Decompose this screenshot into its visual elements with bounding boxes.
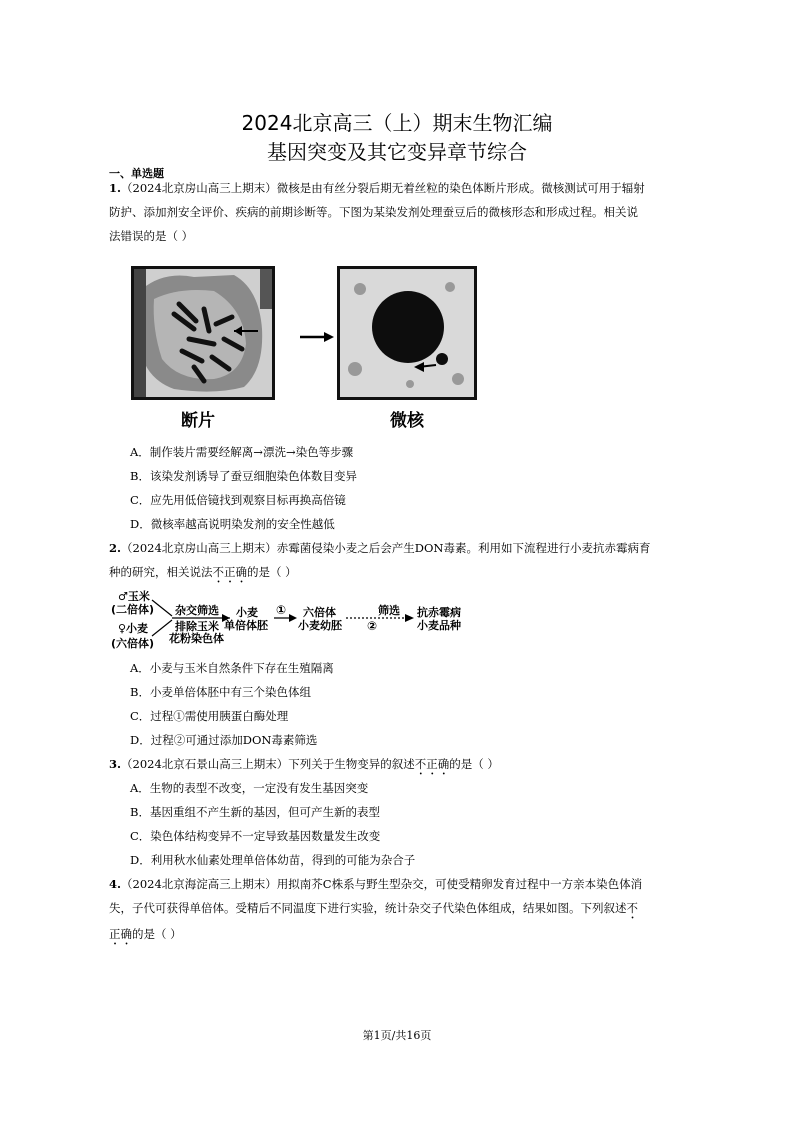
q2-source: （2024北京房山高三上期末）	[121, 541, 277, 555]
micronucleus-image	[340, 269, 474, 397]
q1-line3: 法错误的是（ ）	[109, 229, 194, 243]
q1-number: 1.	[109, 181, 122, 195]
q4-line2a: 失，子代可获得单倍体。受精后不同温度下进行实验，统计杂交子代染色体组成，结果如图。下列叙述	[109, 901, 627, 915]
q2-line2a: 种的研究，相关说法	[109, 565, 213, 579]
q3-line1c: 的是（ ）	[449, 757, 499, 771]
flow-node1-line1: 小麦	[236, 606, 258, 619]
q4-number: 4.	[109, 877, 122, 891]
arrow-right-icon	[300, 331, 334, 343]
q3-option-d: D．利用秋水仙素处理单倍体幼苗，得到的可能为杂合子	[130, 853, 416, 867]
q3-source: （2024北京石景山高三上期末）	[121, 757, 289, 771]
page-number: 第1页/共16页	[362, 1029, 432, 1042]
flow-node2-line2: 小麦幼胚	[298, 619, 342, 632]
q2-option-c: C．过程①需使用胰蛋白酶处理	[130, 709, 289, 723]
q3-option-b: B．基因重组不产生新的基因，但可产生新的表型	[130, 805, 380, 819]
q4-line1a: 用拟南芥C株系与野生型杂交，可使受精卵发育过程中一方亲本染色体消	[276, 877, 643, 891]
question-2	[109, 536, 689, 586]
fragment-label: 断片	[181, 411, 215, 431]
flow-node3-line2: 小麦品种	[417, 619, 461, 632]
micronucleus-label: 微核	[390, 411, 424, 431]
q4-line3b: 的是（ ）	[132, 927, 182, 941]
q1-line1: 微核是由有丝分裂后期无着丝粒的染色体断片形成。微核测试可用于辐射	[276, 181, 645, 195]
q2-line2c: 的是（ ）	[247, 565, 297, 579]
flow-female-ploidy: (六倍体)	[111, 637, 155, 650]
micronucleus-micrograph	[337, 266, 477, 400]
section-heading: 一、单选题	[109, 167, 164, 180]
q2-option-b: B．小麦单倍体胚中有三个染色体组	[130, 685, 311, 699]
q2-line1: 赤霉菌侵染小麦之后会产生DON毒素。利用如下流程进行小麦抗赤霉病育	[276, 541, 651, 555]
q3-option-c: C．染色体结构变异不一定导致基因数量发生改变	[130, 829, 381, 843]
q4-source: （2024北京海淀高三上期末）	[121, 877, 277, 891]
q1-option-c: C．应先用低倍镜找到观察目标再换高倍镜	[130, 493, 346, 507]
flow-mark2: ②	[367, 619, 378, 633]
q1-option-a: A．制作装片需要经解离→漂洗→染色等步骤	[130, 445, 354, 459]
question-3	[109, 752, 689, 778]
q2-number: 2.	[109, 541, 122, 555]
flow-step1-top: 杂交筛选	[175, 604, 219, 617]
q3-number: 3.	[109, 757, 122, 771]
flow-step1-bottom2: 花粉染色体	[169, 632, 224, 645]
q3-option-a: A．生物的表型不改变，一定没有发生基因突变	[130, 781, 369, 795]
flow-female: ♀小麦	[118, 622, 149, 635]
q4-emphasis-2: 正确	[109, 927, 132, 941]
q1-line2: 防护、添加剂安全评价、疾病的前期诊断等。下图为某染发剂处理蚕豆后的微核形态和形成过程。相关说	[109, 205, 638, 219]
flow-node1-line2: 单倍体胚	[224, 619, 268, 632]
flow-mark1: ①	[276, 603, 287, 617]
fragment-micrograph	[131, 266, 275, 400]
q1-option-d: D．微核率越高说明染发剂的安全性越低	[130, 517, 335, 531]
flow-node3-line1: 抗赤霉病	[417, 606, 461, 619]
cell-image	[134, 269, 272, 397]
q1-option-b: B．该染发剂诱导了蚕豆细胞染色体数目变异	[130, 469, 357, 483]
question-4	[109, 872, 689, 948]
q2-emphasis: 不正确	[212, 565, 247, 579]
flow-step1-bottom1: 排除玉米	[175, 620, 219, 633]
page-title: 2024北京高三（上）期末生物汇编	[241, 111, 553, 135]
flow-male: ♂玉米	[118, 590, 150, 603]
q3-emphasis: 不正确	[414, 757, 450, 771]
q3-line1a: 下列关于生物变异的叙述	[288, 757, 415, 771]
page-subtitle: 基因突变及其它变异章节综合	[267, 140, 527, 164]
flow-node2-line1: 六倍体	[303, 606, 336, 619]
question-1	[109, 176, 689, 248]
q4-emphasis-1: 不	[626, 901, 638, 915]
q2-option-a: A．小麦与玉米自然条件下存在生殖隔离	[130, 661, 334, 675]
q2-option-d: D．过程②可通过添加DON毒素筛选	[130, 733, 318, 747]
flow-step3: 筛选	[378, 604, 400, 617]
q1-source: （2024北京房山高三上期末）	[121, 181, 277, 195]
flow-male-ploidy: (二倍体)	[111, 603, 155, 616]
